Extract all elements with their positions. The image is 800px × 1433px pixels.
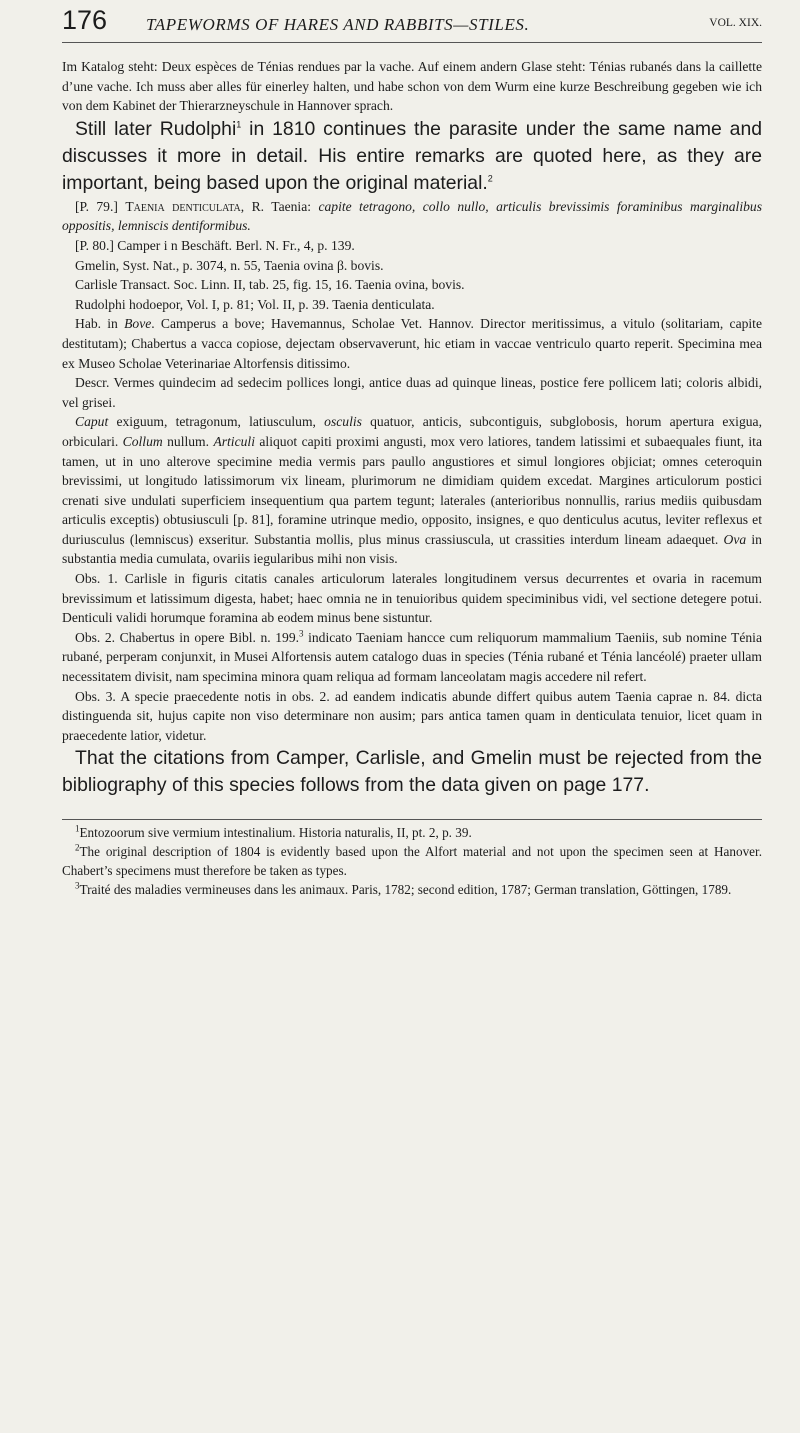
taxon-name: Taenia denticulata (125, 198, 241, 214)
footnote-1: $^1$Entozoorum sive vermium intestinalium. Historia naturalis, II, pt. 2, p. 39. (75, 824, 472, 841)
running-title: TAPEWORMS OF HARES AND RABBITS—STILES. (146, 15, 530, 34)
observation-1: Obs. 1. Carlisle in figuris citatis canales articulorum laterales longitudinem versus decurrentes et ovaria in racemum brevissimum et latissimum digesta, habet; haec omnia ne in tenuioribus quidem speciminibus vidi, vel sectione detegere potui. Denticuli validi horumque foramina ab eodem minus bene sistuntur. (62, 571, 762, 626)
footnote-rule (62, 819, 762, 820)
running-header (62, 5, 762, 39)
footnote-ref-2: 2 (487, 173, 493, 184)
synonym-camper: [P. 80.] Camper i n Beschäft. Berl. N. Fr., 4, p. 139. (75, 237, 355, 253)
synonym-carlisle: Carlisle Transact. Soc. Linn. II, tab. 25, fig. 15, 16. Taenia ovina, bovis. (75, 277, 465, 293)
synonym-rudolphi: Rudolphi hodoepor, Vol. I, p. 81; Vol. II, p. 39. Taenia denticulata. (75, 296, 435, 312)
header-rule (62, 42, 762, 43)
footnote-ref-1: 1 (236, 119, 242, 130)
description-detail: Caput exiguum, tetragonum, latiusculum, osculis quatuor, anticis, subcontiguis, subglobosis, horum apertura exigua, orbiculari. Collum nullum. Articuli aliquot capiti proximi angusti, mox vero latiores, tandem latissimi et subaequales fiunt, ita tamen, ut in uno alterove specimine media vermis pars paullo angustiores et simul longiores objiciat; omnes ceteroquin brevissimi, ut longitudo latissimorum vix lineam, plurimorum ne dimidiam quidem excedat. Margines articulorum postici crenati sive undulati superficiem insequentium qua partem tegunt; laterales (anterioribus nonnullis, rarius mediis quibusdam articulis exceptis) obtusiusculi [p. 81], foramine utrinque medio, opposito, insignes, e quo denticulus acutus, leviter reflexus et duriusculus (lemniscus) exseritur. Substantia mollis, plus minus crassiuscula, ut crassities interdum lineam adaequet. Ova in substantia media cumulata, ovariis iegularibus mihi non visis. (62, 414, 762, 567)
footnote-ref-3: 3 (299, 628, 304, 639)
german-quote: Im Katalog steht: Deux espèces de Ténias rendues par la vache. Auf einem andern Glase steht: Ténias rubanés dans la caillette d’une vache. Ich muss aber alles für einerley halten, und habe schon von dem Wurm eine kurze Beschreibung gegeben wie ich von dem Kabinet der Thierarzneyschule in Hannover sprach. (62, 59, 762, 114)
diagnosis: capite tetragono, collo nullo, articulis brevissimis foraminibus marginalibus oppositis, lemniscis dentiformibus. (62, 198, 762, 234)
body-text (62, 57, 762, 899)
paragraph-citations: That the citations from Camper, Carlisle, and Gmelin must be rejected from the bibliography of this species follows from the data given on page 177. (62, 747, 762, 797)
observation-2: Obs. 2. Chabertus in opere Bibl. n. 199.$^3$ indicato Taeniam hancce cum reliquorum mammalium Taeniis, sub nomine Ténia rubané, perperam conjunxit, in Musei Alfortensis autem catalogo duas in species (Ténia rubané et Ténia lancéolé) praeter ullam necessitatem divisit, nam specimina minora quam reliqua ad formam lanceolatam magis accedere nil refert. (62, 628, 762, 685)
footnote-3: $^3$Traité des maladies vermineuses dans les animaux. Paris, 1782; second edition, 1787; German translation, Göttingen, 1789. (75, 881, 732, 898)
entry-heading: [P. 79.] Taenia denticulata, R. Taenia: capite tetragono, collo nullo, articulis brevissimis foraminibus marginalibus oppositis, lemniscis dentiformibus. (62, 198, 762, 234)
paragraph-rudolphi: Still later Rudolphi$^1$ in 1810 continues the parasite under the same name and discusses it more in detail. His entire remarks are quoted here, as they are important, being based upon the original material.$^2$ (62, 117, 763, 194)
volume-label: VOL. XIX. (709, 17, 762, 29)
habitat: Hab. in Bove. Camperus a bove; Havemannus, Scholae Vet. Hannov. Director meritissimus, a vitulo (solitariam, capite destitutam); Chabertus a vacca copiose, dejectam observaverunt, hic etiam in vaccae ventriculo quarto reperit. Specimina mea ex Museo Scholae Veterinariae Altorfensis ditissimo. (62, 316, 762, 371)
page-number: 176 (62, 5, 108, 35)
observation-3: Obs. 3. A specie praecedente notis in obs. 2. ad eandem indicatis abunde differt quibus autem Taenia caprae n. 84. dicta distinguenda sit, hujus capite non viso determinare non ausim; pars antica tamen quam in denticulata tenuior, licet quam in praecedente latior, videtur. (62, 688, 762, 743)
description: Descr. Vermes quindecim ad sedecim pollices longi, antice duas ad quinque lineas, postice fere pollicem lati; coloris albidi, vel grisei. (62, 375, 762, 410)
synonym-gmelin: Gmelin, Syst. Nat., p. 3074, n. 55, Taenia ovina β. bovis. (75, 257, 384, 273)
footnote-2: $^2$The original description of 1804 is evidently based upon the Alfort material and not upon the specimen seen at Hanover. Chabert’s specimens must therefore be taken as types. (62, 843, 762, 879)
